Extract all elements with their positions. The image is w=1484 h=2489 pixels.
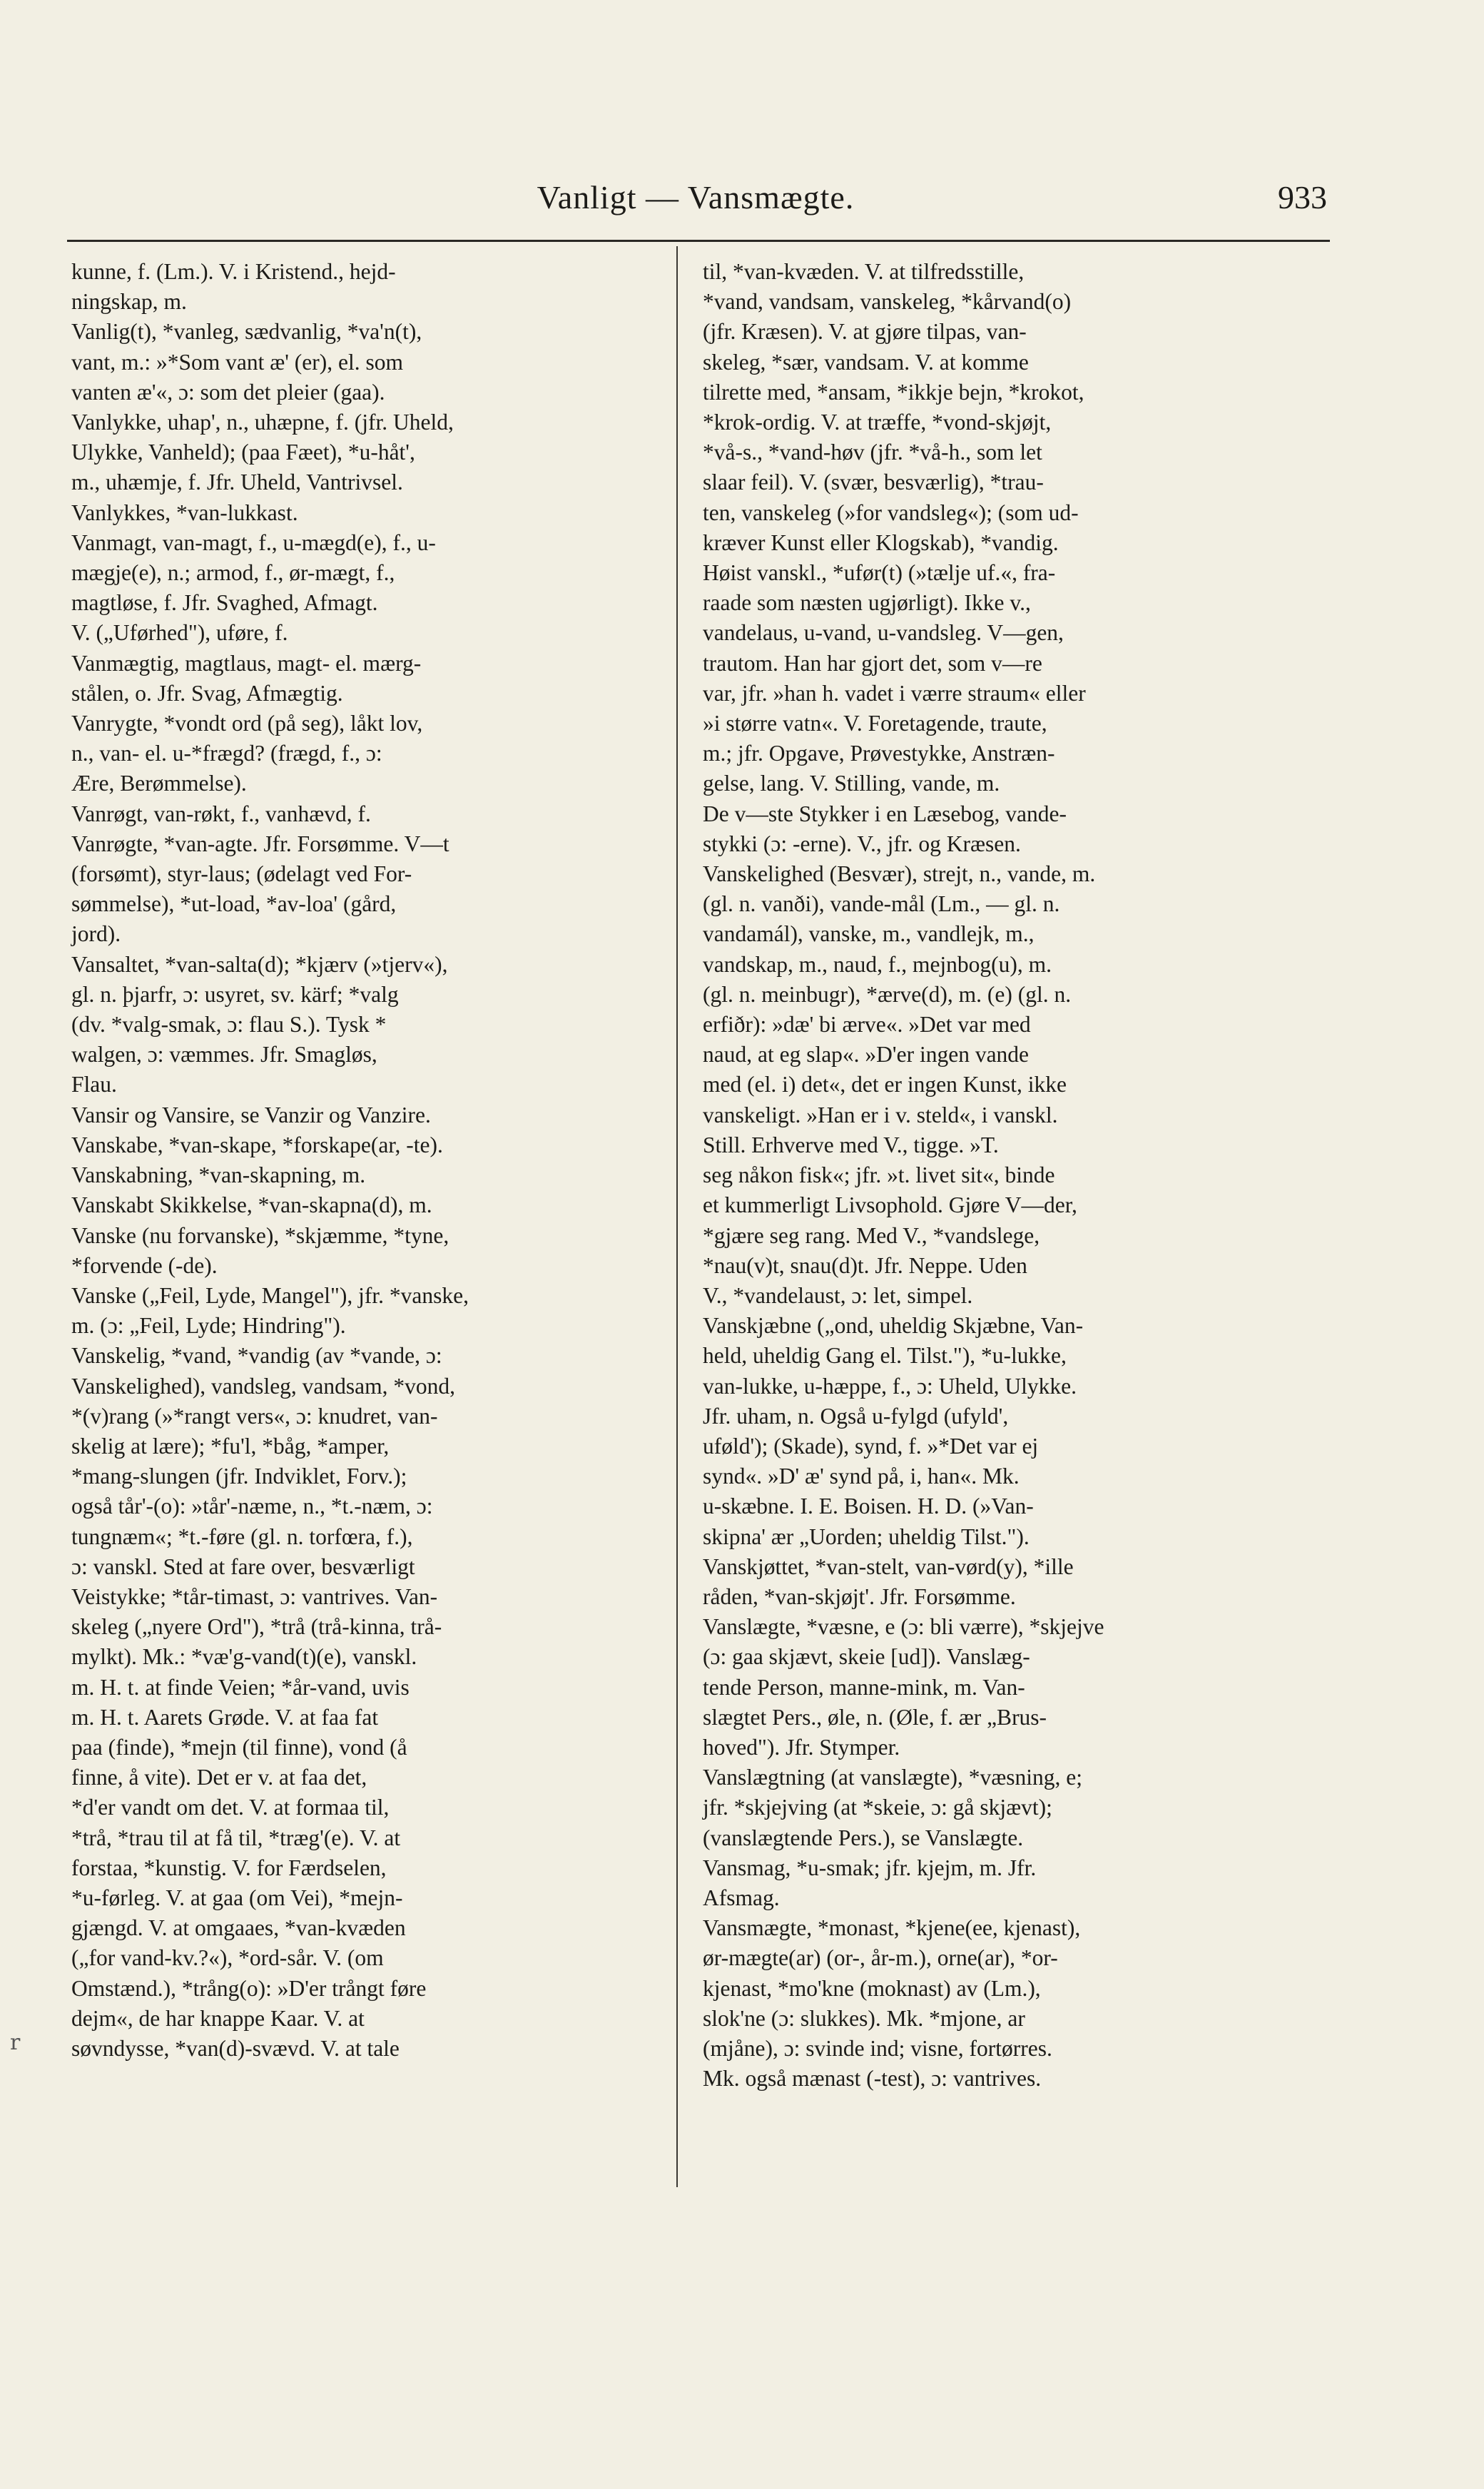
text-line: Vanskelighed), vandsleg, vandsam, *vond, [71, 1373, 456, 1399]
text-line: slok'ne (ɔ: slukkes). Mk. *mjone, ar [703, 2005, 1025, 2031]
text-line: forstaa, *kunstig. V. for Færdselen, [71, 1855, 387, 1880]
text-line: Omstænd.), *trång(o): »D'er trångt føre [71, 1975, 427, 2001]
text-line: *krok-ordig. V. at træffe, *vond-skjøjt, [703, 410, 1052, 435]
text-line: Vanskjøttet, *van-stelt, van-vørd(y), *ille [703, 1553, 1074, 1579]
text-line: *mang-slungen (jfr. Indviklet, Forv.); [71, 1464, 407, 1489]
text-line: også tår'-(o): »tår'-næme, n., *t.-næm, ɔ: [71, 1494, 433, 1519]
text-line: råden, *van-skjøjt'. Jfr. Forsømme. [703, 1583, 1016, 1609]
text-line: Vanslægtning (at vanslægte), *væsning, e; [703, 1765, 1082, 1790]
text-line: skeleg („nyere Ord"), *trå (trå-kinna, trå- [71, 1614, 442, 1640]
text-line: skelig at lære); *fu'l, *båg, *amper, [71, 1433, 390, 1459]
text-line: (gl. n. meinbugr), *ærve(d), m. (e) (gl. n. [703, 981, 1072, 1007]
text-line: (forsømt), styr-laus; (ødelagt ved For- [71, 861, 412, 887]
text-line: van-lukke, u-hæppe, f., ɔ: Uheld, Ulykke. [703, 1373, 1077, 1399]
text-line: vandamál), vanske, m., vandlejk, m., [703, 921, 1035, 947]
text-line: kjenast, *mo'kne (moknast) av (Lm.), [703, 1975, 1041, 2001]
left-column [71, 257, 656, 2064]
text-line: Ære, Berømmelse). [71, 771, 247, 796]
text-line: mylkt). Mk.: *væ'g-vand(t)(e), vanskl. [71, 1644, 417, 1670]
text-line: naud, at eg slap«. »D'er ingen vande [703, 1042, 1030, 1068]
text-line: slægtet Pers., øle, n. (Øle, f. ær „Brus- [703, 1704, 1047, 1730]
text-line: til, *van-kvæden. V. at tilfredsstille, [703, 259, 1025, 284]
text-line: Vansmægte, *monast, *kjene(ee, kjenast), [703, 1915, 1081, 1941]
text-line: held, uheldig Gang el. Tilst."), *u-lukke, [703, 1343, 1067, 1369]
text-line: *trå, *trau til at få til, *træg'(e). V. at [71, 1825, 401, 1850]
text-line: m. (ɔ: „Feil, Lyde; Hindring"). [71, 1313, 346, 1339]
running-head: Vanligt — Vansmægte. [537, 179, 855, 216]
text-line: ningskap, m. [71, 289, 187, 315]
text-line: sømmelse), *ut-load, *av-loa' (gård, [71, 891, 397, 917]
text-line: *nau(v)t, snau(d)t. Jfr. Neppe. Uden [703, 1252, 1027, 1278]
text-line: *(v)rang (»*rangt vers«, ɔ: knudret, van- [71, 1403, 438, 1429]
text-line: Vanskelighed (Besvær), strejt, n., vande, m. [703, 861, 1096, 887]
text-line: ør-mægte(ar) (or-, år-m.), orne(ar), *or- [703, 1945, 1058, 1971]
text-line: jfr. *skjejving (at *skeie, ɔ: gå skjævt); [703, 1795, 1052, 1820]
text-line: var, jfr. »han h. vadet i værre straum« eller [703, 680, 1086, 706]
text-line: Vanskelig, *vand, *vandig (av *vande, ɔ: [71, 1343, 442, 1369]
text-line: gelse, lang. V. Stilling, vande, m. [703, 771, 1000, 796]
text-line: n., van- el. u-*frægd? (frægd, f., ɔ: [71, 741, 382, 766]
text-line: Vanrøgt, van-røkt, f., vanhævd, f. [71, 801, 371, 826]
text-line: (mjåne), ɔ: svinde ind; visne, fortørres. [703, 2035, 1052, 2061]
text-line: m.; jfr. Opgave, Prøvestykke, Anstræn- [703, 741, 1055, 766]
text-line: V. („Uførhed"), uføre, f. [71, 620, 288, 646]
text-line: Vansaltet, *van-salta(d); *kjærv (»tjerv«), [71, 951, 448, 977]
text-line: stålen, o. Jfr. Svag, Afmægtig. [71, 680, 343, 706]
text-line: skeleg, *sær, vandsam. V. at komme [703, 349, 1029, 375]
text-line: gjængd. V. at omgaaes, *van-kvæden [71, 1915, 406, 1941]
text-line: uføld'); (Skade), synd, f. »*Det var ej [703, 1433, 1039, 1459]
text-line: vant, m.: »*Som vant æ' (er), el. som [71, 349, 403, 375]
text-line: et kummerligt Livsophold. Gjøre V—der, [703, 1192, 1077, 1218]
text-line: kræver Kunst eller Klogskab), *vandig. [703, 529, 1059, 555]
text-line: („for vand-kv.?«), *ord-sår. V. (om [71, 1945, 384, 1971]
text-line: magtløse, f. Jfr. Svaghed, Afmagt. [71, 590, 378, 616]
text-line: walgen, ɔ: væmmes. Jfr. Smagløs, [71, 1042, 377, 1068]
text-line: Vanlykke, uhap', n., uhæpne, f. (jfr. Uheld, [71, 410, 454, 435]
text-line: raade som næsten ugjørligt). Ikke v., [703, 590, 1031, 616]
right-column [703, 257, 1291, 2094]
column-divider [676, 246, 678, 2187]
text-line: Vanske („Feil, Lyde, Mangel"), jfr. *vanske, [71, 1282, 469, 1308]
text-line: vandskap, m., naud, f., mejnbog(u), m. [703, 951, 1052, 977]
text-line: (vanslægtende Pers.), se Vanslægte. [703, 1825, 1024, 1850]
text-line: *d'er vandt om det. V. at formaa til, [71, 1795, 390, 1820]
text-line: ɔ: vanskl. Sted at fare over, besværligt [71, 1553, 415, 1579]
text-line: *u-førleg. V. at gaa (om Vei), *mejn- [71, 1885, 403, 1910]
text-line: tungnæm«; *t.-føre (gl. n. torfœra, f.), [71, 1524, 413, 1549]
text-line: Vanlykkes, *van-lukkast. [71, 500, 298, 525]
header-rule [67, 240, 1330, 242]
text-line: Høist vanskl., *ufør(t) (»tælje uf.«, fra- [703, 560, 1056, 586]
text-line: (ɔ: gaa skjævt, skeie [ud]). Vanslæg- [703, 1644, 1030, 1670]
margin-mark: r [10, 2030, 21, 2055]
text-line: Veistykke; *tår-timast, ɔ: vantrives. Van- [71, 1583, 438, 1609]
text-line: Vanrygte, *vondt ord (på seg), låkt lov, [71, 711, 423, 736]
text-line: *vå-s., *vand-høv (jfr. *vå-h., som let [703, 440, 1042, 465]
text-line: Flau. [71, 1072, 117, 1098]
text-line: tende Person, manne-mink, m. Van- [703, 1674, 1025, 1700]
text-line: Vanmægtig, magtlaus, magt- el. mærg- [71, 650, 422, 676]
text-line: Vanskabe, *van-skape, *forskape(ar, -te). [71, 1132, 443, 1157]
text-line: Vanskabning, *van-skapning, m. [71, 1162, 366, 1188]
text-line: V., *vandelaust, ɔ: let, simpel. [703, 1282, 973, 1308]
text-line: Vansmag, *u-smak; jfr. kjejm, m. Jfr. [703, 1855, 1037, 1880]
text-line: Vanslægte, *væsne, e (ɔ: bli værre), *skjejve [703, 1614, 1104, 1640]
text-line: seg nåkon fisk«; jfr. »t. livet sit«, binde [703, 1162, 1055, 1188]
text-line: med (el. i) det«, det er ingen Kunst, ikke [703, 1072, 1067, 1098]
text-line: Vanske (nu forvanske), *skjæmme, *tyne, [71, 1222, 449, 1248]
text-line: trautom. Han har gjort det, som v—re [703, 650, 1042, 676]
text-line: Vanlig(t), *vanleg, sædvanlig, *va'n(t), [71, 319, 422, 345]
text-line: tilrette med, *ansam, *ikkje bejn, *krokot, [703, 379, 1084, 405]
text-line: jord). [71, 921, 121, 947]
text-line: vanten æ'«, ɔ: som det pleier (gaa). [71, 379, 385, 405]
text-line: vandelaus, u-vand, u-vandsleg. V—gen, [703, 620, 1064, 646]
text-line: paa (finde), *mejn (til finne), vond (å [71, 1734, 407, 1760]
page-number: 933 [1278, 179, 1327, 216]
text-line: finne, å vite). Det er v. at faa det, [71, 1765, 367, 1790]
text-line: m. H. t. Aarets Grøde. V. at faa fat [71, 1704, 379, 1730]
text-line: (gl. n. vanði), vande-mål (Lm., — gl. n. [703, 891, 1060, 917]
text-line: Mk. også mænast (-test), ɔ: vantrives. [703, 2066, 1042, 2092]
text-line: m. H. t. at finde Veien; *år-vand, uvis [71, 1674, 410, 1700]
text-line: De v—ste Stykker i en Læsebog, vande- [703, 801, 1067, 826]
text-line: erfiðr): »dæ' bi ærve«. »Det var med [703, 1012, 1031, 1038]
text-line: *vand, vandsam, vanskeleg, *kårvand(o) [703, 289, 1072, 315]
text-line: Afsmag. [703, 1885, 780, 1910]
text-line: m., uhæmje, f. Jfr. Uheld, Vantrivsel. [71, 470, 403, 495]
text-line: (jfr. Kræsen). V. at gjøre tilpas, van- [703, 319, 1027, 345]
text-line: Still. Erhverve med V., tigge. »T. [703, 1132, 999, 1157]
text-line: (dv. *valg-smak, ɔ: flau S.). Tysk * [71, 1012, 387, 1038]
text-line: *gjære seg rang. Med V., *vandslege, [703, 1222, 1040, 1248]
text-line: slaar feil). V. (svær, besværlig), *trau- [703, 470, 1044, 495]
text-line: u-skæbne. I. E. Boisen. H. D. (»Van- [703, 1494, 1034, 1519]
page-header [64, 178, 1327, 235]
text-line: dejm«, de har knappe Kaar. V. at [71, 2005, 365, 2031]
text-line: stykki (ɔ: -erne). V., jfr. og Kræsen. [703, 831, 1021, 856]
text-line: Vanskjæbne („ond, uheldig Skjæbne, Van- [703, 1313, 1084, 1339]
text-line: vanskeligt. »Han er i v. steld«, i vanskl. [703, 1102, 1058, 1127]
text-line: Vanskabt Skikkelse, *van-skapna(d), m. [71, 1192, 432, 1218]
text-line: Vanrøgte, *van-agte. Jfr. Forsømme. V—t [71, 831, 449, 856]
text-line: søvndysse, *van(d)-svævd. V. at tale [71, 2035, 400, 2061]
text-line: kunne, f. (Lm.). V. i Kristend., hejd- [71, 259, 396, 284]
text-line: »i større vatn«. V. Foretagende, traute, [703, 711, 1047, 736]
text-line: mægje(e), n.; armod, f., ør-mægt, f., [71, 560, 395, 586]
text-line: skipna' ær „Uorden; uheldig Tilst."). [703, 1524, 1030, 1549]
text-line: Jfr. uham, n. Også u-fylgd (ufyld', [703, 1403, 1009, 1429]
text-line: gl. n. þjarfr, ɔ: usyret, sv. kärf; *valg [71, 981, 399, 1007]
text-line: Ulykke, Vanheld); (paa Fæet), *u-håt', [71, 440, 415, 465]
text-line: Vanmagt, van-magt, f., u-mægd(e), f., u- [71, 529, 436, 555]
text-line: synd«. »D' æ' synd på, i, han«. Mk. [703, 1464, 1020, 1489]
text-line: Vansir og Vansire, se Vanzir og Vanzire. [71, 1102, 431, 1127]
text-line: *forvende (-de). [71, 1252, 218, 1278]
text-line: ten, vanskeleg (»for vandsleg«); (som ud- [703, 500, 1079, 525]
text-line: hoved"). Jfr. Stymper. [703, 1734, 900, 1760]
